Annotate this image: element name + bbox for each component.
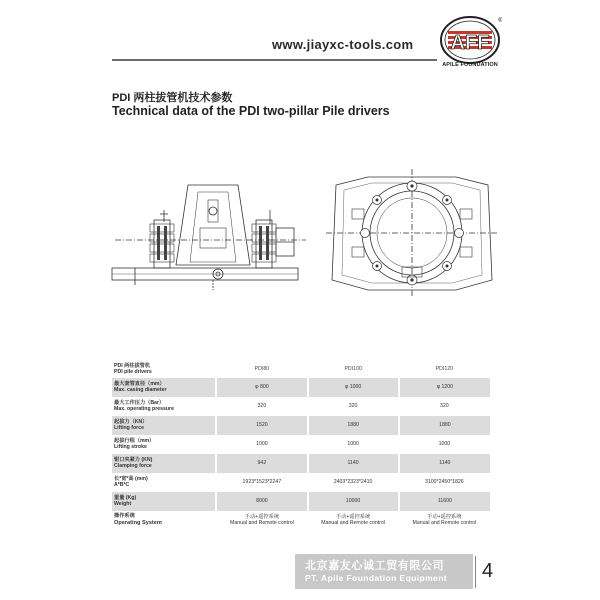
table-cell: 320 xyxy=(399,397,490,416)
registered-mark: ® xyxy=(498,18,502,24)
table-cell: 3100*2450*1826 xyxy=(399,473,490,492)
table-row xyxy=(112,492,490,511)
table-cell: 2403*2323*2410 xyxy=(308,473,399,492)
table-cell: φ 1000 xyxy=(308,378,399,397)
row-label-cn: 起拔行程（mm） xyxy=(114,437,155,444)
table-cell: 1923*1523*2247 xyxy=(216,473,307,492)
table-cell: 942 xyxy=(216,454,307,473)
row-label-en: Lifting stroke xyxy=(114,443,147,450)
table-cell: 手动+遥控系统 Manual and Remote control xyxy=(308,511,399,530)
page-title-en: Technical data of the PDI two-pillar Pile drivers xyxy=(112,104,390,118)
table-row xyxy=(112,378,490,397)
table-cell: 8000 xyxy=(216,492,307,511)
table-cell: 1000 xyxy=(399,435,490,454)
row-label-en: A*B*C xyxy=(114,481,130,488)
pile-driver-side-view-icon xyxy=(110,170,310,300)
table-cell: 320 xyxy=(216,397,307,416)
table-header-label xyxy=(112,362,216,378)
page-number-divider xyxy=(475,556,476,588)
row-label xyxy=(112,511,216,530)
website-url[interactable]: www.jiayxc-tools.com xyxy=(272,37,414,52)
row-label-en: Max. operating pressure xyxy=(114,405,174,412)
table-cell: 1140 xyxy=(308,454,399,473)
row-label xyxy=(112,454,216,473)
row-label-cn: 最大套管直径（mm） xyxy=(114,380,165,387)
row-label-en: Clamping force xyxy=(114,462,152,469)
footer-company-cn: 北京嘉友心诚工贸有限公司 xyxy=(305,560,445,572)
footer-company-en: PT. Apile Foundation Equipment xyxy=(305,573,448,583)
table-cell: 手动+遥控系统 Manual and Remote control xyxy=(216,511,307,530)
row-label xyxy=(112,492,216,511)
row-label xyxy=(112,416,216,435)
table-row xyxy=(112,416,490,435)
page-title-cn: PDI 两柱拔管机技术参数 xyxy=(112,92,233,104)
side-elevation-drawing xyxy=(110,170,310,300)
pile-driver-top-view-icon xyxy=(322,165,502,300)
row-label xyxy=(112,378,216,397)
row-label-en: Max. casing diameter xyxy=(114,386,167,393)
header-label-cn: PDI 两柱拔管机 xyxy=(114,363,151,370)
table-row xyxy=(112,435,490,454)
row-label xyxy=(112,435,216,454)
table-cell: 1880 xyxy=(399,416,490,435)
table-header-row xyxy=(112,362,490,378)
model-header-pdi100: PDI100 xyxy=(308,362,399,378)
row-label-cn: 钳口夹紧力 (KN) xyxy=(114,456,153,463)
table-cell: 手动+遥控系统 Manual and Remote control xyxy=(399,511,490,530)
row-label-cn: 起拔力（KN） xyxy=(114,418,148,425)
model-header-pdi80: PDI80 xyxy=(216,362,307,378)
model-header-pdi120: PDI120 xyxy=(399,362,490,378)
row-label-cn: 长*宽*高 (mm) xyxy=(114,475,148,482)
table-cell: 11600 xyxy=(399,492,490,511)
header-rule xyxy=(112,59,437,61)
technical-data-table xyxy=(112,362,490,530)
table-cell: 1880 xyxy=(308,416,399,435)
row-label-en: Weight xyxy=(114,500,132,507)
table-cell: 1000 xyxy=(308,435,399,454)
row-label-cn: 操作系统 xyxy=(114,513,135,520)
table-row xyxy=(112,397,490,416)
table-cell: 1520 xyxy=(216,416,307,435)
row-label xyxy=(112,473,216,492)
row-label-cn: 最大工作压力（Bar） xyxy=(114,399,165,406)
row-label-en: Lifting force xyxy=(114,424,144,431)
table-cell: 10000 xyxy=(308,492,399,511)
row-label-en: Operating System xyxy=(114,520,162,527)
table-row xyxy=(112,511,490,530)
table-row xyxy=(112,473,490,492)
table-cell: φ 800 xyxy=(216,378,307,397)
table-cell: 1000 xyxy=(216,435,307,454)
logo-letters: AFF xyxy=(450,32,490,54)
table-cell: 320 xyxy=(308,397,399,416)
table-cell: φ 1200 xyxy=(399,378,490,397)
plan-view-drawing xyxy=(322,165,502,300)
header-label-en: PDI pile drivers xyxy=(114,369,152,375)
table-cell: 1140 xyxy=(399,454,490,473)
page-number: 4 xyxy=(482,560,494,582)
table-row xyxy=(112,454,490,473)
row-label xyxy=(112,397,216,416)
logo-caption: APILE FOUNDATION xyxy=(442,62,498,68)
row-label-cn: 重量 (Kg) xyxy=(114,494,137,501)
